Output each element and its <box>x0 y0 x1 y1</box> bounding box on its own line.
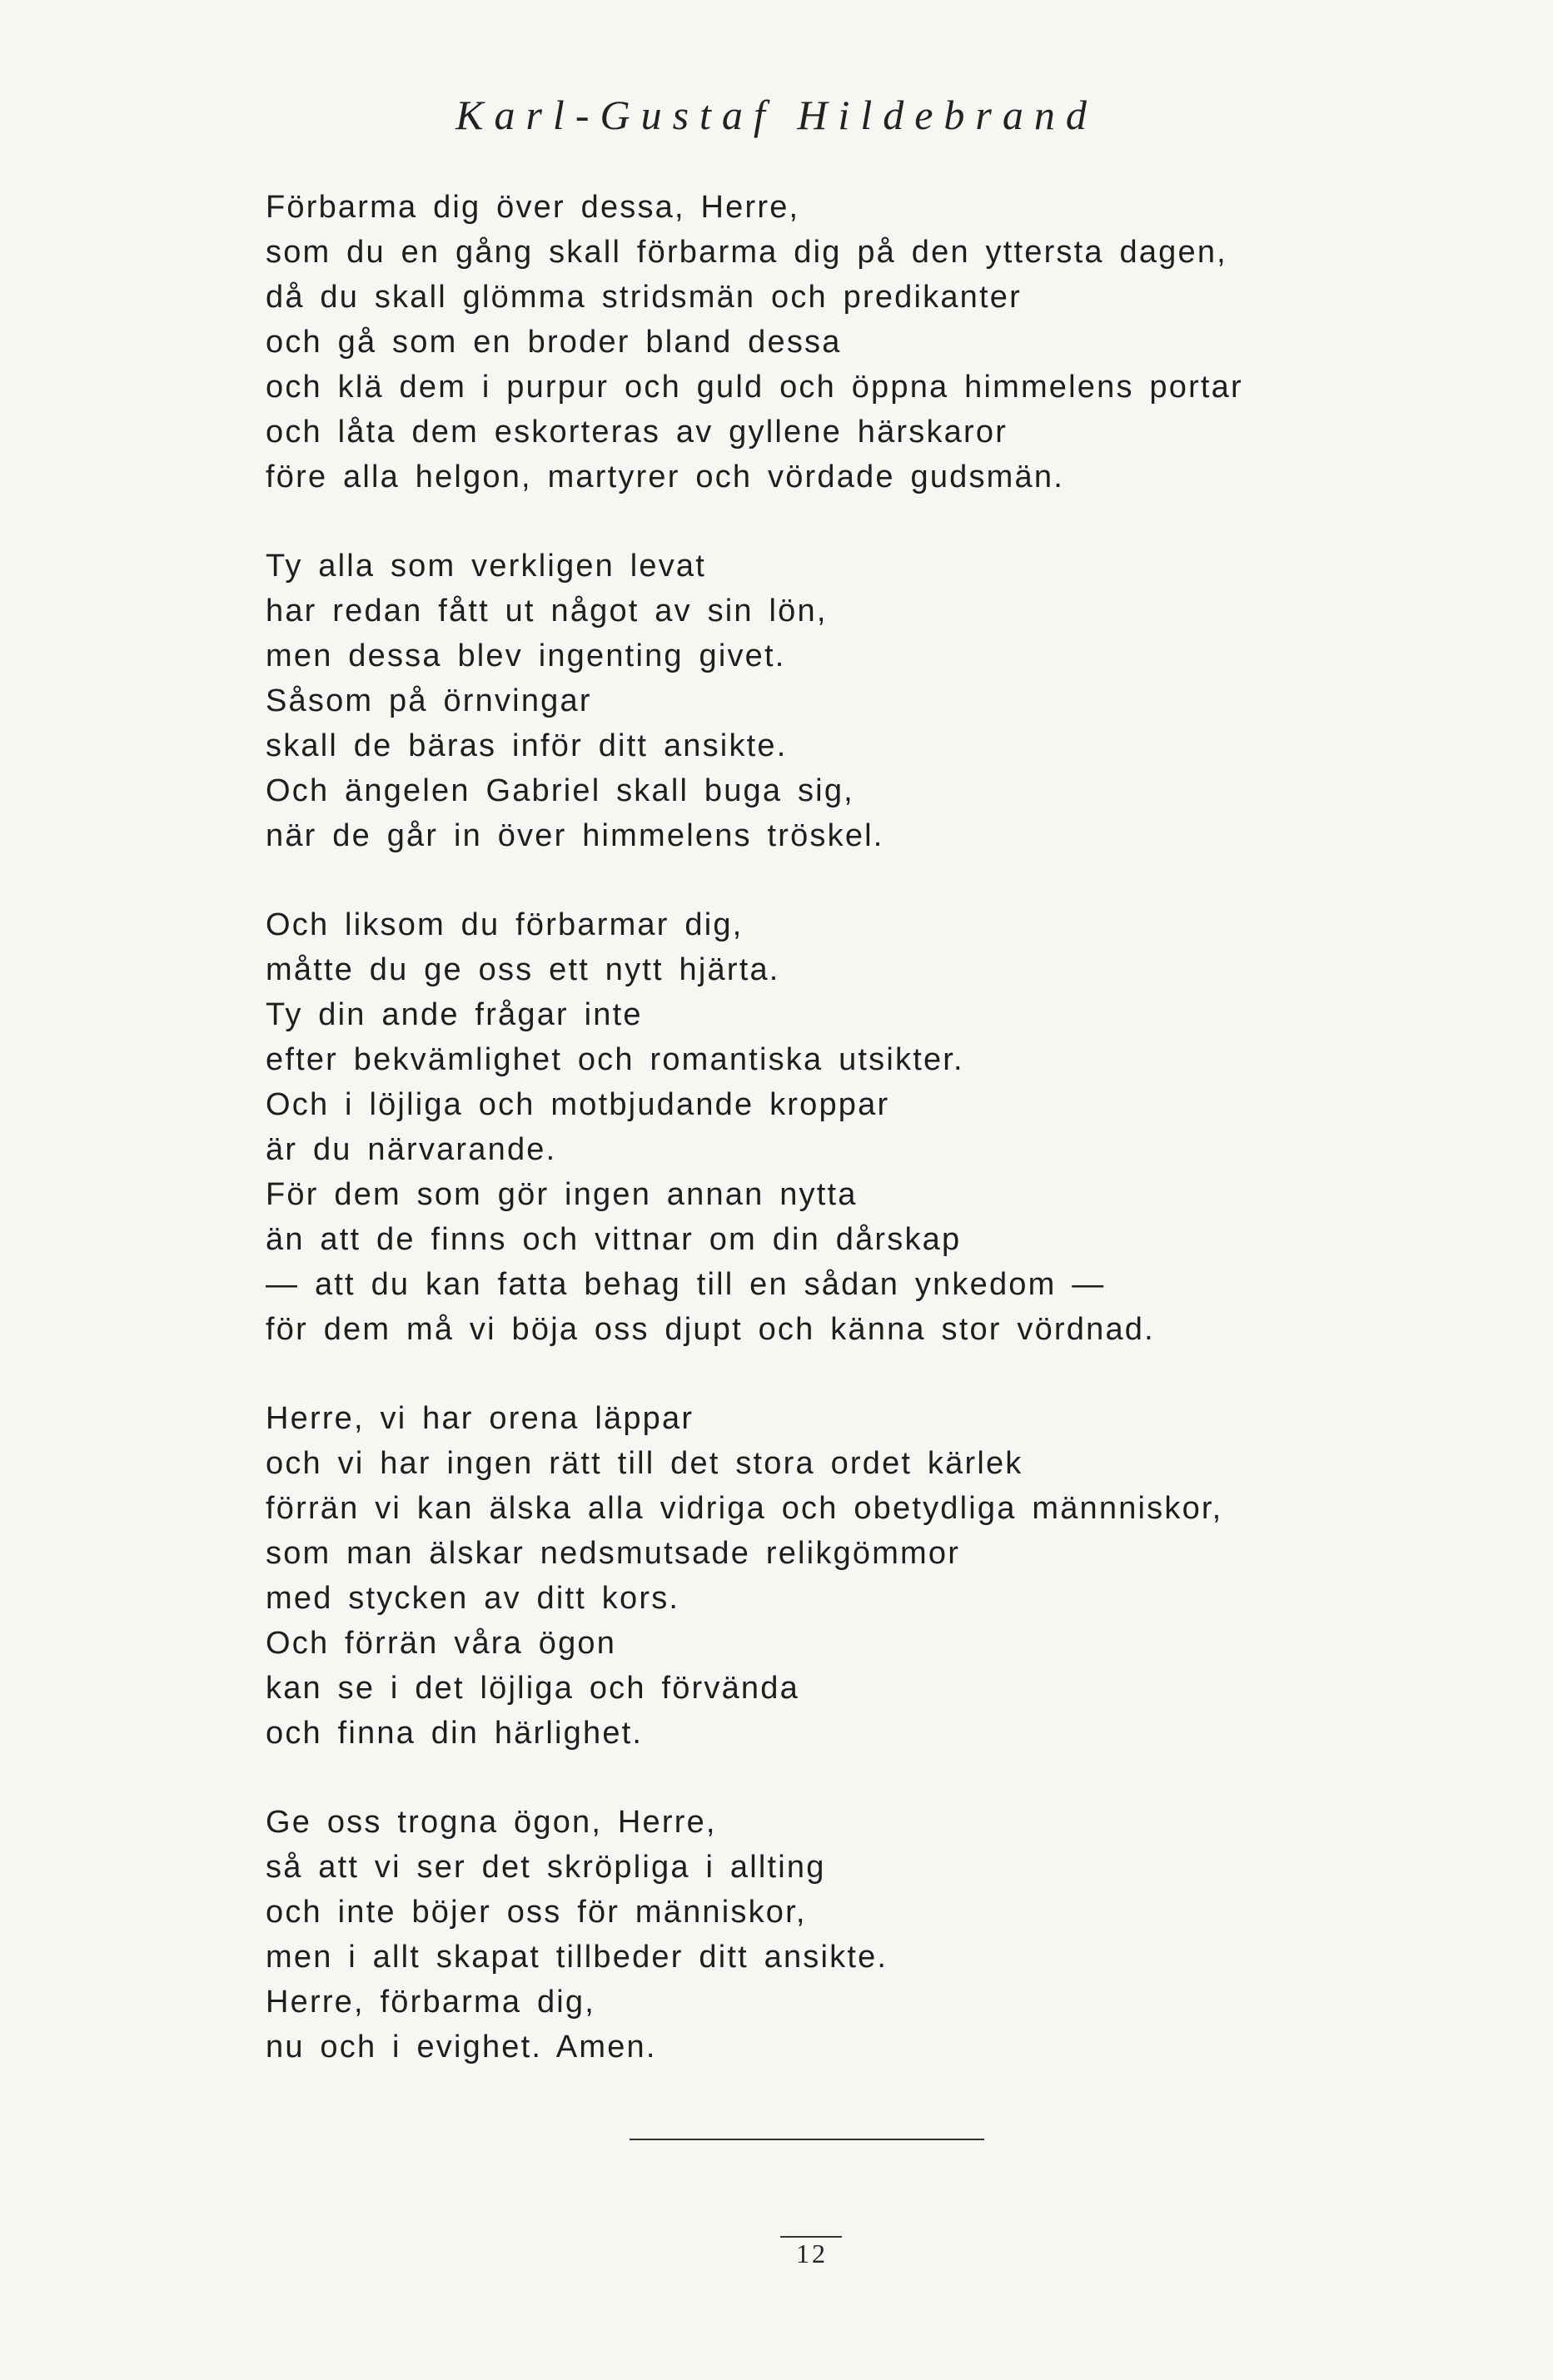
poem-line: Och ängelen Gabriel skall buga sig, <box>266 773 854 808</box>
poem-line: För dem som gör ingen annan nytta <box>266 1177 858 1212</box>
poem-line: nu och i evighet. Amen. <box>266 2030 657 2064</box>
poem-line: när de går in över himmelens tröskel. <box>266 818 884 853</box>
poem-line: och gå som en broder bland dessa <box>266 325 842 360</box>
poem-line: och finna din härlighet. <box>266 1716 644 1751</box>
poem-line: skall de bäras inför ditt ansikte. <box>266 728 788 763</box>
poem-line: Förbarma dig över dessa, Herre, <box>266 190 800 225</box>
stanza-3 <box>266 902 1365 1352</box>
poem-line: med stycken av ditt kors. <box>266 1581 680 1616</box>
poem-line: kan se i det löjliga och förvända <box>266 1671 799 1706</box>
poem-line: måtte du ge oss ett nytt hjärta. <box>266 952 780 987</box>
poem-line: och låta dem eskorteras av gyllene härskaror <box>266 415 1008 450</box>
poem-line: Och i löjliga och motbjudande kroppar <box>266 1087 890 1122</box>
poem-line: Och liksom du förbarmar dig, <box>266 907 744 942</box>
poem-line: — att du kan fatta behag till en sådan ynkedom — <box>266 1267 1106 1302</box>
poem-line: är du närvarande. <box>266 1132 557 1167</box>
poem-line: som du en gång skall förbarma dig på den yttersta dagen, <box>266 235 1227 270</box>
stanza-5 <box>266 1800 1365 2069</box>
poem-line: och inte böjer oss för människor, <box>266 1895 807 1930</box>
poem-line: Ty alla som verkligen levat <box>266 549 707 584</box>
stanza-4 <box>266 1396 1365 1756</box>
poem-line: och klä dem i purpur och guld och öppna himmelens portar <box>266 370 1243 405</box>
poem-line: då du skall glömma stridsmän och predikanter <box>266 280 1022 315</box>
stanza-2 <box>266 544 1365 858</box>
poem-line: Ty din ande frågar inte <box>266 997 643 1032</box>
running-header-author: Karl-Gustaf Hildebrand <box>455 92 1098 138</box>
stanza-1 <box>266 185 1365 499</box>
poem-line: Ge oss trogna ögon, Herre, <box>266 1805 717 1840</box>
poem-line: men i allt skapat tillbeder ditt ansikte. <box>266 1940 888 1975</box>
poem-line: Såsom på örnvingar <box>266 683 592 718</box>
poem-line: så att vi ser det skröpliga i allting <box>266 1850 826 1885</box>
poem-line: förrän vi kan älska alla vidriga och obetydliga männniskor, <box>266 1491 1223 1526</box>
page-number: 12 <box>796 2238 828 2268</box>
poem-line: Herre, förbarma dig, <box>266 1985 596 2020</box>
poem-line: och vi har ingen rätt till det stora ordet kärlek <box>266 1446 1023 1481</box>
poem-line: efter bekvämlighet och romantiska utsikter. <box>266 1042 964 1077</box>
poem-line: men dessa blev ingenting givet. <box>266 638 786 673</box>
poem-line: än att de finns och vittnar om din dårskap <box>266 1222 962 1257</box>
poem-line: före alla helgon, martyrer och vördade gudsmän. <box>266 460 1064 494</box>
section-divider-rule <box>630 2139 984 2140</box>
poem <box>266 185 1365 2114</box>
poem-line: för dem må vi böja oss djupt och känna stor vördnad. <box>266 1312 1155 1347</box>
poem-line: Herre, vi har orena läppar <box>266 1401 694 1436</box>
poem-line: har redan fått ut något av sin lön, <box>266 594 828 629</box>
poem-line: som man älskar nedsmutsade relikgömmor <box>266 1536 961 1571</box>
poem-line: Och förrän våra ögon <box>266 1626 617 1661</box>
